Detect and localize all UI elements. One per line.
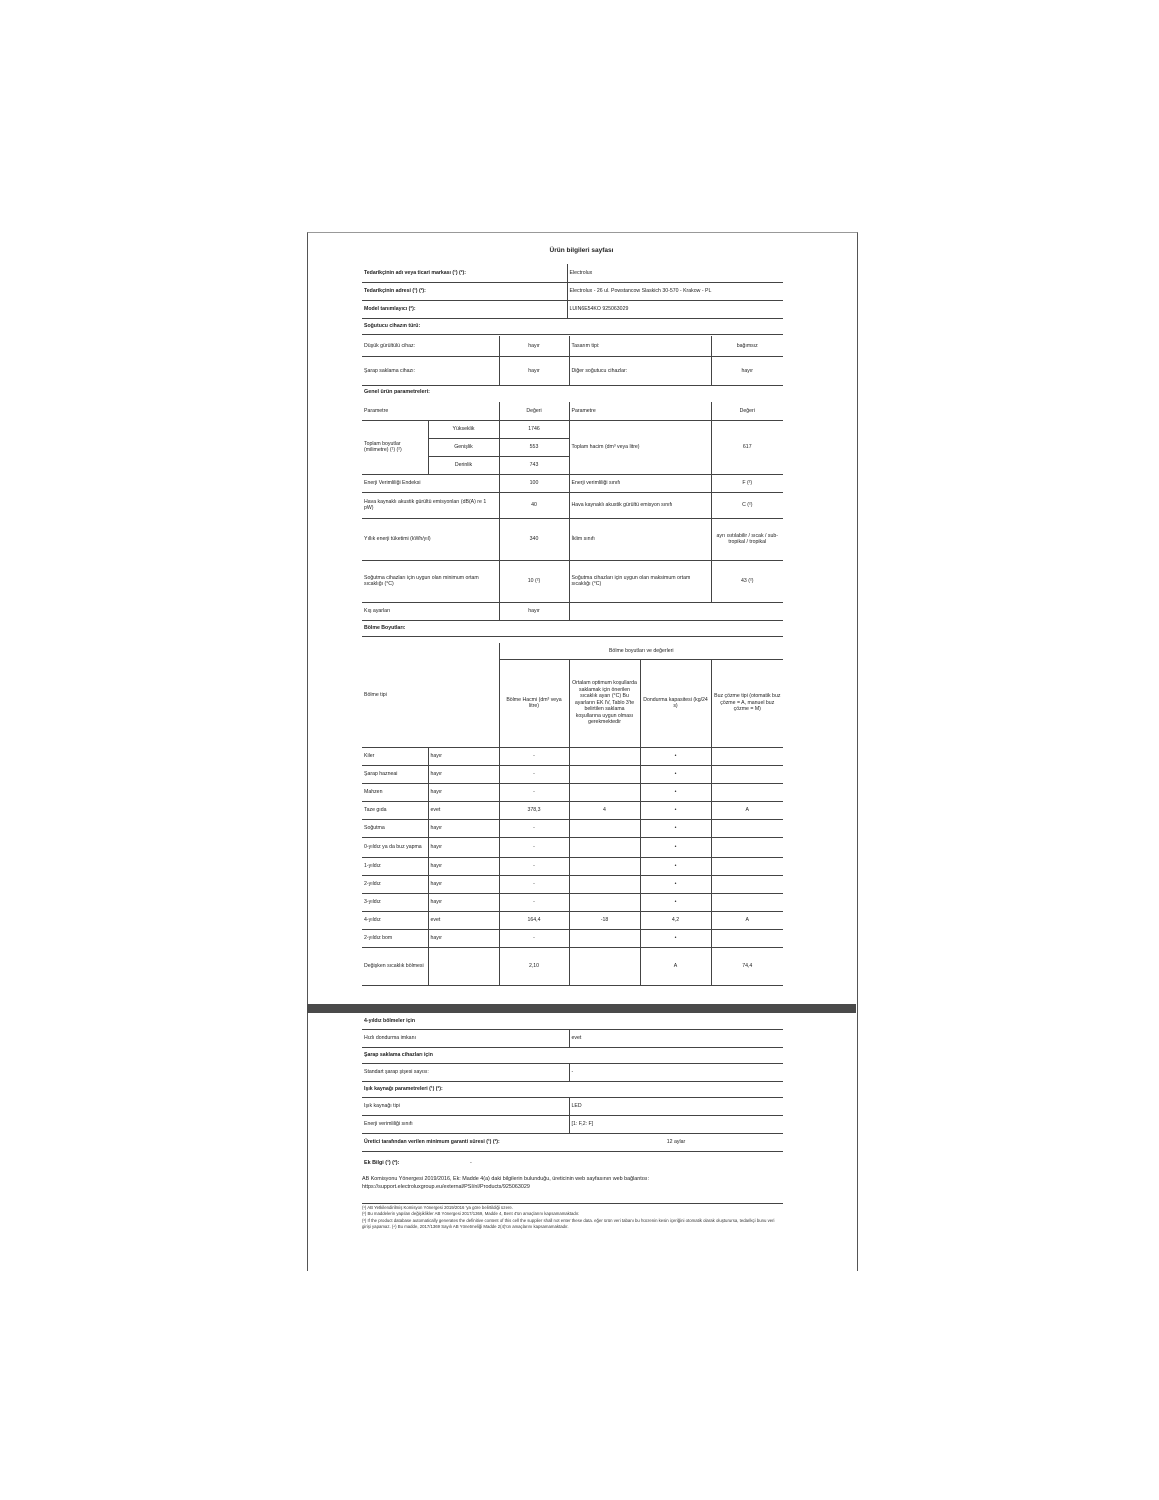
compartment-freeze: • bbox=[640, 765, 711, 783]
warranty-row bbox=[362, 1133, 783, 1151]
compartment-name: 2-yıldız bom bbox=[362, 929, 428, 947]
compartment-defrost bbox=[711, 765, 783, 783]
compartment-temp bbox=[569, 947, 640, 985]
compartment-temp: -18 bbox=[569, 911, 640, 929]
param-value: 340 bbox=[499, 518, 569, 560]
light-value: LED bbox=[569, 1097, 783, 1115]
dim-value: 1746 bbox=[499, 420, 569, 438]
quick-freeze-value: evet bbox=[569, 1029, 783, 1047]
param-value: 10 (²) bbox=[499, 560, 569, 602]
param-header: Parametre bbox=[569, 402, 711, 420]
type-value: hayır bbox=[711, 357, 783, 386]
wine-title: Şarap saklama cihazları için bbox=[362, 1047, 783, 1063]
supplier-row bbox=[362, 282, 783, 300]
compartment-defrost bbox=[711, 837, 783, 857]
type-label: Şarap saklama cihazı: bbox=[362, 357, 499, 386]
supplier-value: Electrolux bbox=[567, 264, 783, 282]
compartment-row bbox=[362, 929, 783, 947]
compartment-temp bbox=[569, 875, 640, 893]
compartment-temp bbox=[569, 783, 640, 801]
param-label: Hava kaynaklı akustik gürültü emisyonları (dB(A) re 1 pW) bbox=[362, 492, 499, 518]
param-header: Değeri bbox=[499, 402, 569, 420]
compartment-name: 2-yıldız bbox=[362, 875, 428, 893]
general-params-table bbox=[362, 402, 783, 637]
compartment-freeze: • bbox=[640, 801, 711, 819]
compartment-freeze: • bbox=[640, 783, 711, 801]
compartment-freeze-header: Dondurma kapasitesi (kg/24 s) bbox=[640, 659, 711, 747]
param-value: ayrı ısıtılabilir / sıcak / sub-tropikal / tropikal bbox=[711, 518, 783, 560]
compartment-temp bbox=[569, 819, 640, 837]
compartment-freeze: • bbox=[640, 837, 711, 857]
compartment-name: Kiler bbox=[362, 747, 428, 765]
compartment-freeze: 4,2 bbox=[640, 911, 711, 929]
compartment-temp-header: Ortalam optimum koşullarda saklamak için önerilen sıcaklık ayarı (°C) Bu ayarların EK IV, Tablo 3'te belirtilen saklama koşullarına uygun olması gerekmektedir bbox=[569, 659, 640, 747]
footnote: (³) If the product database automatically generates the definitive content of this cell the supplier shall not enter these data. eğer ürün veri tabanı bu hücrenin kesin içeriğini otomatik olarak oluşturursa, tedarikçi bunu veri girişi yapamaz. (⁴) Bu madde, 2017/1369 Sayılı AB Yönetmeliği Madde 2(4)'ün amaçlarını kapsamamaktadır. bbox=[362, 1217, 775, 1230]
compartment-row bbox=[362, 765, 783, 783]
supplier-row bbox=[362, 300, 783, 318]
extra-info-label: Ek Bilgi (¹) (²): bbox=[364, 1160, 400, 1166]
compartment-table bbox=[362, 643, 783, 986]
compartment-volume: - bbox=[499, 819, 569, 837]
param-value: F (²) bbox=[711, 474, 783, 492]
compartment-present: hayır bbox=[428, 857, 499, 875]
volume-label: Toplam hacim (dm³ veya litre) bbox=[569, 420, 711, 474]
param-header-row bbox=[362, 402, 783, 420]
dim-label: Yükseklik bbox=[428, 420, 499, 438]
compartment-type-header: Bölme tipi bbox=[362, 643, 499, 747]
compartment-volume: - bbox=[499, 747, 569, 765]
compartment-row bbox=[362, 747, 783, 765]
type-value: hayır bbox=[499, 336, 569, 357]
compartment-present: hayır bbox=[428, 783, 499, 801]
compartment-row bbox=[362, 819, 783, 837]
supplier-label: Tedarikçinin adresi (¹) (²): bbox=[362, 282, 567, 300]
general-section-title: Genel ürün parametreleri: bbox=[364, 389, 430, 395]
compartment-temp bbox=[569, 747, 640, 765]
compartment-row bbox=[362, 893, 783, 911]
lower-table bbox=[362, 1013, 783, 1152]
compartment-row bbox=[362, 947, 783, 985]
compartment-present: hayır bbox=[428, 765, 499, 783]
compartment-temp bbox=[569, 893, 640, 911]
supplier-label: Tedarikçinin adı veya ticari markası (¹) (²): bbox=[362, 264, 567, 282]
compartment-defrost bbox=[711, 857, 783, 875]
compartment-name: Şarap hazneai bbox=[362, 765, 428, 783]
winter-row bbox=[362, 602, 783, 620]
page-title: Ürün bilgileri sayfası bbox=[549, 247, 614, 254]
web-link-text: AB Komisyonu Yönergesi 2019/2016, Ek: Madde 4(a) daki bilgilerin bulunduğu, üreticinin web sayfasının web bağlantısı: https://support.electroluxgroup.eu/external/PSI/nl/Products/925063029 bbox=[362, 1176, 649, 1190]
compartment-present: hayır bbox=[428, 929, 499, 947]
compartment-present: hayır bbox=[428, 875, 499, 893]
param-value: 43 (²) bbox=[711, 560, 783, 602]
compartment-volume: - bbox=[499, 857, 569, 875]
compartment-present: hayır bbox=[428, 837, 499, 857]
param-label: Soğutma cihazları için uygun olan maksimum ortam sıcaklığı (°C) bbox=[569, 560, 711, 602]
dim-label: Genişlik bbox=[428, 438, 499, 456]
dims-label: Toplam boyutlar (milimetre) (¹) (²) bbox=[362, 420, 428, 474]
param-value: C (²) bbox=[711, 492, 783, 518]
winter-label: Kış ayarları bbox=[362, 602, 499, 620]
compartment-freeze: • bbox=[640, 747, 711, 765]
compartment-name: 3-yıldız bbox=[362, 893, 428, 911]
compartment-group-row bbox=[362, 643, 783, 659]
warranty-value: 12 aylar bbox=[569, 1133, 783, 1151]
param-label: Hava kaynaklı akustik gürültü emisyon sınıfı bbox=[569, 492, 711, 518]
param-header: Değeri bbox=[711, 402, 783, 420]
compartment-defrost: A bbox=[711, 801, 783, 819]
compartment-volume: - bbox=[499, 765, 569, 783]
param-row bbox=[362, 474, 783, 492]
section-title-row bbox=[362, 620, 783, 636]
param-row bbox=[362, 492, 783, 518]
compartment-freeze: • bbox=[640, 929, 711, 947]
dims-row bbox=[362, 420, 783, 438]
compartment-volume-header: Bölme Hacmi (dm³ veya litre) bbox=[499, 659, 569, 747]
compartment-present: hayır bbox=[428, 819, 499, 837]
compartment-temp bbox=[569, 857, 640, 875]
compartment-rows bbox=[362, 747, 783, 985]
compartment-freeze: A bbox=[640, 947, 711, 985]
param-label: Enerji verimliliği sınıfı bbox=[569, 474, 711, 492]
param-value: 40 bbox=[499, 492, 569, 518]
type-value: hayır bbox=[499, 357, 569, 386]
footnotes bbox=[362, 1203, 783, 1231]
wine-bottles-label: Standart şarap şişesi sayısı: bbox=[362, 1063, 569, 1081]
param-label: Yıllık enerji tüketimi (kWh/yıl) bbox=[362, 518, 499, 560]
compartment-freeze: • bbox=[640, 875, 711, 893]
compartment-row bbox=[362, 857, 783, 875]
compartment-group-header: Bölme boyutları ve değerleri bbox=[499, 643, 783, 659]
section-title-row bbox=[362, 1013, 783, 1029]
compartment-defrost bbox=[711, 747, 783, 765]
footnote: (¹) AB Yetkilendirilmiş Komisyon Yönergesi 2019/2016 'ya göre belirtildiği üzere. bbox=[362, 1205, 513, 1210]
section-title: Soğutucu cihazın türü: bbox=[362, 318, 783, 334]
compartment-temp bbox=[569, 837, 640, 857]
light-row bbox=[362, 1115, 783, 1133]
compartment-row bbox=[362, 911, 783, 929]
light-value: [1: F,2: F] bbox=[569, 1115, 783, 1133]
compartment-volume: - bbox=[499, 837, 569, 857]
compartment-section-title: Bölme Boyutları: bbox=[362, 620, 783, 636]
compartment-defrost bbox=[711, 893, 783, 911]
param-row bbox=[362, 518, 783, 560]
param-label: Enerji Verimliliği Endeksi bbox=[362, 474, 499, 492]
page-separator bbox=[307, 1004, 856, 1013]
compartment-defrost bbox=[711, 819, 783, 837]
compartment-name: Taze gıda bbox=[362, 801, 428, 819]
light-row bbox=[362, 1097, 783, 1115]
compartment-row bbox=[362, 783, 783, 801]
type-label: Tasarım tipi: bbox=[569, 336, 711, 357]
compartment-present bbox=[428, 947, 499, 985]
type-table bbox=[362, 336, 783, 386]
supplier-value: LUIN6E54KO 925063029 bbox=[567, 300, 783, 318]
supplier-table bbox=[362, 264, 783, 335]
quick-freeze-label: Hızlı dondurma imkanı bbox=[362, 1029, 569, 1047]
wine-bottles-value: - bbox=[569, 1063, 783, 1081]
compartment-volume: - bbox=[499, 875, 569, 893]
compartment-temp: 4 bbox=[569, 801, 640, 819]
param-label: Soğutma cihazları için uygun olan minimum ortam sıcaklığı (°C) bbox=[362, 560, 499, 602]
compartment-volume: - bbox=[499, 893, 569, 911]
compartment-defrost bbox=[711, 783, 783, 801]
type-value: bağımsız bbox=[711, 336, 783, 357]
compartment-temp bbox=[569, 765, 640, 783]
quick-freeze-row bbox=[362, 1029, 783, 1047]
type-row bbox=[362, 336, 783, 357]
section-title-row bbox=[362, 318, 783, 334]
supplier-label: Model tanımlayıcı (²): bbox=[362, 300, 567, 318]
compartment-defrost bbox=[711, 875, 783, 893]
compartment-temp bbox=[569, 929, 640, 947]
compartment-present: hayır bbox=[428, 893, 499, 911]
light-label: Işık kaynağı tipi bbox=[362, 1097, 569, 1115]
supplier-row bbox=[362, 264, 783, 282]
compartment-name: 4-yıldız bbox=[362, 911, 428, 929]
compartment-name: 1-yıldız bbox=[362, 857, 428, 875]
section-title-row bbox=[362, 1081, 783, 1097]
section-title-row bbox=[362, 1047, 783, 1063]
compartment-present: hayır bbox=[428, 747, 499, 765]
param-value: 100 bbox=[499, 474, 569, 492]
compartment-row bbox=[362, 875, 783, 893]
compartment-name: Mahzen bbox=[362, 783, 428, 801]
extra-info-dash: - bbox=[470, 1160, 472, 1166]
compartment-defrost-header: Buz çözme tipi (otomatik buz çözme = A, manuel buz çözme = M) bbox=[711, 659, 783, 747]
param-header: Parametre bbox=[362, 402, 499, 420]
compartment-volume: 164,4 bbox=[499, 911, 569, 929]
compartment-row bbox=[362, 801, 783, 819]
type-label: Diğer soğutucu cihazlar: bbox=[569, 357, 711, 386]
compartment-name: Soğutma bbox=[362, 819, 428, 837]
dim-value: 553 bbox=[499, 438, 569, 456]
compartment-volume: 378,3 bbox=[499, 801, 569, 819]
dim-value: 743 bbox=[499, 456, 569, 474]
supplier-value: Electrolux - 26 ul. Powstancow Slaskich 30-570 - Krakow - PL bbox=[567, 282, 783, 300]
compartment-volume: - bbox=[499, 783, 569, 801]
compartment-volume: 2,10 bbox=[499, 947, 569, 985]
type-label: Düşük gürültülü cihaz: bbox=[362, 336, 499, 357]
compartment-freeze: • bbox=[640, 819, 711, 837]
compartment-volume: - bbox=[499, 929, 569, 947]
param-label: İklim sınıfı bbox=[569, 518, 711, 560]
warranty-label: Üretici tarafından verilen minimum garanti süresi (¹) (²): bbox=[362, 1133, 569, 1151]
compartment-freeze: • bbox=[640, 893, 711, 911]
compartment-name: 0-yıldız ya da buz yapma bbox=[362, 837, 428, 857]
winter-value: hayır bbox=[499, 602, 569, 620]
compartment-name: Değişken sıcaklık bölmesi bbox=[362, 947, 428, 985]
compartment-row bbox=[362, 837, 783, 857]
four-star-title: 4-yıldız bölmeler için bbox=[362, 1013, 783, 1029]
compartment-freeze: • bbox=[640, 857, 711, 875]
param-row bbox=[362, 560, 783, 602]
compartment-defrost bbox=[711, 929, 783, 947]
dim-label: Derinlik bbox=[428, 456, 499, 474]
light-label: Enerji verimliliği sınıfı bbox=[362, 1115, 569, 1133]
compartment-present: evet bbox=[428, 911, 499, 929]
type-row bbox=[362, 357, 783, 386]
light-title: Işık kaynağı parametreleri (¹) (²): bbox=[362, 1081, 783, 1097]
compartment-defrost: 74,4 bbox=[711, 947, 783, 985]
volume-value: 617 bbox=[711, 420, 783, 474]
compartment-present: evet bbox=[428, 801, 499, 819]
wine-bottles-row bbox=[362, 1063, 783, 1081]
compartment-defrost: A bbox=[711, 911, 783, 929]
footnote: (²) Bu maddelerin yapılan değişiklikler AB Yönergesi 2017/1369, Madde 4, Bent 4'ün amaçlarını kapsamamaktadır. bbox=[362, 1211, 580, 1217]
